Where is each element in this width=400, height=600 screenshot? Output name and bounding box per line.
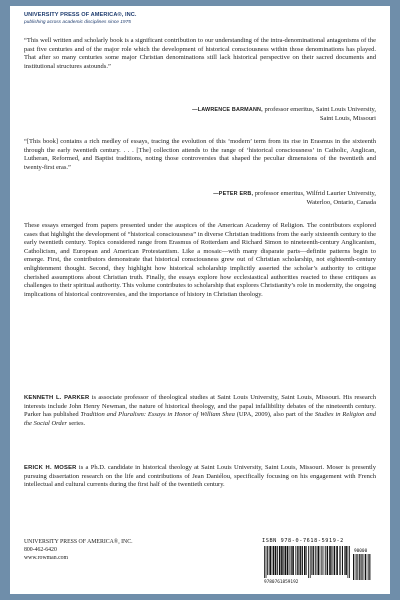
barcode-bar bbox=[292, 546, 294, 575]
footer-publisher bbox=[24, 538, 133, 562]
bio-parker-text-2: (UPA, 2009), also part of the bbox=[234, 411, 315, 419]
barcode-addon-bar bbox=[369, 554, 370, 580]
barcode-addon-bar bbox=[362, 554, 363, 580]
barcode-bar bbox=[306, 546, 307, 575]
barcode-bar bbox=[324, 546, 325, 575]
barcode-bar bbox=[277, 546, 278, 575]
barcode-bar bbox=[344, 546, 345, 575]
bio-parker bbox=[24, 394, 376, 428]
barcode-bar bbox=[327, 546, 328, 575]
barcode-bar bbox=[281, 546, 283, 575]
blurb-1-name: —LAWRENCE BARMANN, bbox=[192, 107, 263, 113]
barcode-bar bbox=[304, 546, 306, 575]
barcode-bar bbox=[336, 546, 338, 575]
isbn-label: ISBN 978-0-7618-5919-2 bbox=[262, 538, 344, 544]
barcode-bar bbox=[321, 546, 322, 575]
publisher-name: UNIVERSITY PRESS OF AMERICA®, INC. bbox=[24, 12, 137, 18]
barcode-addon-bar bbox=[359, 554, 360, 580]
barcode-addon-bar bbox=[368, 554, 369, 580]
bio-parker-text-3: series. bbox=[67, 419, 86, 427]
barcode-addon-bar bbox=[353, 554, 354, 580]
barcode-addon-bar bbox=[367, 554, 368, 580]
bio-parker-book: Tradition and Pluralism: Essays in Honor of William Shea bbox=[80, 411, 235, 419]
blurb-2-title: professor emeritus, Wilfrid Laurier University, bbox=[254, 190, 376, 197]
publisher-tagline: publishing across academic disciplines since 1975 bbox=[24, 20, 131, 25]
barcode-addon-bar bbox=[364, 554, 365, 580]
footer-website: www.rowman.com bbox=[24, 555, 69, 561]
blurb-1-title: professor emeritus, Saint Louis University, bbox=[264, 106, 376, 113]
barcode-bar bbox=[334, 546, 336, 575]
barcode-bar bbox=[318, 546, 320, 575]
barcode-bar bbox=[325, 546, 326, 575]
barcode-bar bbox=[302, 546, 303, 575]
barcode-bar bbox=[311, 546, 312, 575]
blurb-2-attribution bbox=[116, 190, 376, 207]
price-code: 90000 bbox=[354, 549, 368, 554]
barcode-bar bbox=[329, 546, 331, 575]
barcode-bar bbox=[340, 546, 341, 575]
back-cover bbox=[10, 6, 390, 594]
barcode-addon-bar bbox=[356, 554, 357, 580]
barcode-addon-bar bbox=[365, 554, 366, 580]
barcode-bar bbox=[339, 546, 340, 575]
barcode-bar bbox=[320, 546, 321, 575]
blurb-1-attribution bbox=[116, 106, 376, 123]
barcode-bar bbox=[313, 546, 314, 575]
bio-moser-name: ERICK H. MOSER bbox=[24, 465, 77, 471]
barcode-bar bbox=[295, 546, 296, 575]
barcode-bar bbox=[300, 546, 301, 575]
blurb-2-place: Waterloo, Ontario, Canada bbox=[306, 198, 376, 206]
barcode-image bbox=[262, 546, 376, 584]
barcode-bar bbox=[264, 546, 265, 578]
barcode-bar bbox=[345, 546, 347, 575]
bio-parker-name: KENNETH L. PARKER bbox=[24, 395, 90, 401]
barcode-bar bbox=[287, 546, 289, 575]
barcode-bar bbox=[272, 546, 273, 575]
barcode-bar bbox=[285, 546, 287, 575]
barcode-bar bbox=[308, 546, 309, 578]
barcode-bar bbox=[310, 546, 311, 578]
barcode-addon-bar bbox=[361, 554, 362, 580]
barcode-bar bbox=[283, 546, 284, 575]
bio-parker-text: is associate professor of theological studies at Saint Louis University, Saint Louis, Missouri. His research interests include John Henry Newman, the nature of historical theology, and the papal infallibility debates of the nineteenth century. Parker has published bbox=[24, 394, 377, 419]
blurb-1-place: Saint Louis, Missouri bbox=[319, 114, 376, 122]
barcode-bar bbox=[298, 546, 299, 575]
barcode-bar bbox=[279, 546, 281, 575]
footer-phone: 800-462-6420 bbox=[24, 547, 57, 553]
footer-publisher-name: UNIVERSITY PRESS OF AMERICA®, INC. bbox=[24, 539, 133, 545]
blurb-2-text: “[This book] contains a rich medley of essays, tracing the evolution of this ‘modern’ term from its rise in Erasmus in the sixteenth through the early twentieth century. . . . [The] collection attends to the range of ‘historical consciousness’ in Catholic, Anglican, Lutheran, Reformed, and Baptist traditions, noting those controversies that shaped the peculiar dimensions of the twentieth and twenty-first eras.” bbox=[24, 138, 376, 171]
blurb-1-text: “This well written and scholarly book is a significant contribution to our understanding of the intra-denominational antagonisms of the past five centuries and of the major role which the development of historical consciousness within those denominations has played. That after so many centuries some major Christian denominations still lack historical perspective on their sacred documents and institutional structures astounds.” bbox=[24, 37, 376, 70]
barcode-bar bbox=[289, 546, 290, 575]
bio-parker-series: Studies in Religion and the Social Order bbox=[24, 411, 377, 427]
barcode-bar bbox=[349, 546, 350, 578]
barcode-bar bbox=[291, 546, 292, 575]
barcode-bar bbox=[342, 546, 343, 575]
ean-digits: 9780761859192 bbox=[264, 580, 299, 584]
barcode bbox=[262, 538, 376, 584]
barcode-bar bbox=[297, 546, 298, 575]
barcode-bar bbox=[348, 546, 349, 578]
bio-moser-text: is a Ph.D. candidate in historical theology at Saint Louis University, Saint Louis, Missouri. Moser is presently pursuing dissertation research on the life and contributions of Jean Daniélou, specifically focusing on his engagement with French intellectual and cultural currents during the first half of the twentieth century. bbox=[24, 464, 376, 489]
barcode-bar bbox=[269, 546, 271, 575]
barcode-bar bbox=[315, 546, 316, 575]
blurb-2-name: —PETER ERB, bbox=[213, 191, 254, 197]
barcode-bar bbox=[275, 546, 276, 575]
bio-moser bbox=[24, 464, 376, 490]
barcode-bar bbox=[267, 546, 268, 575]
barcode-bar bbox=[273, 546, 275, 575]
barcode-addon-bar bbox=[355, 554, 356, 580]
barcode-addon-bar bbox=[357, 554, 358, 580]
barcode-bar bbox=[266, 546, 267, 578]
book-description: These essays emerged from papers presented under the auspices of the American Academy of Religion. The contributors explored cases that highlight the development of “historical consciousness” in diverse Christian traditions from the early sixteenth century to the early twentieth century. Topics considered range from Erasmus of Rotterdam and Richard Simon to nineteenth-century Anglicanism, Catholicism, and European and American Protestantism. Like a mosaic—with many disparate parts—definite patterns begin to emerge. First, the contributors demonstrate that historical consciousness grew out of Christian scholarship, not eighteenth-century enlightenment thought. Second, they highlight how historical scholarship implicitly asserted the scholar’s authority to critique cherished assumptions about Christian truth. Finally, the essays explore how ecclesiastical authorities reacted to these critiques as challenges to their spiritual authority. This volume contributes to scholarship that explores Christianity’s role in modernity, the ongoing implications of historical controversies, and the importance of history in Christian theology. bbox=[24, 222, 376, 298]
barcode-bar bbox=[331, 546, 332, 575]
